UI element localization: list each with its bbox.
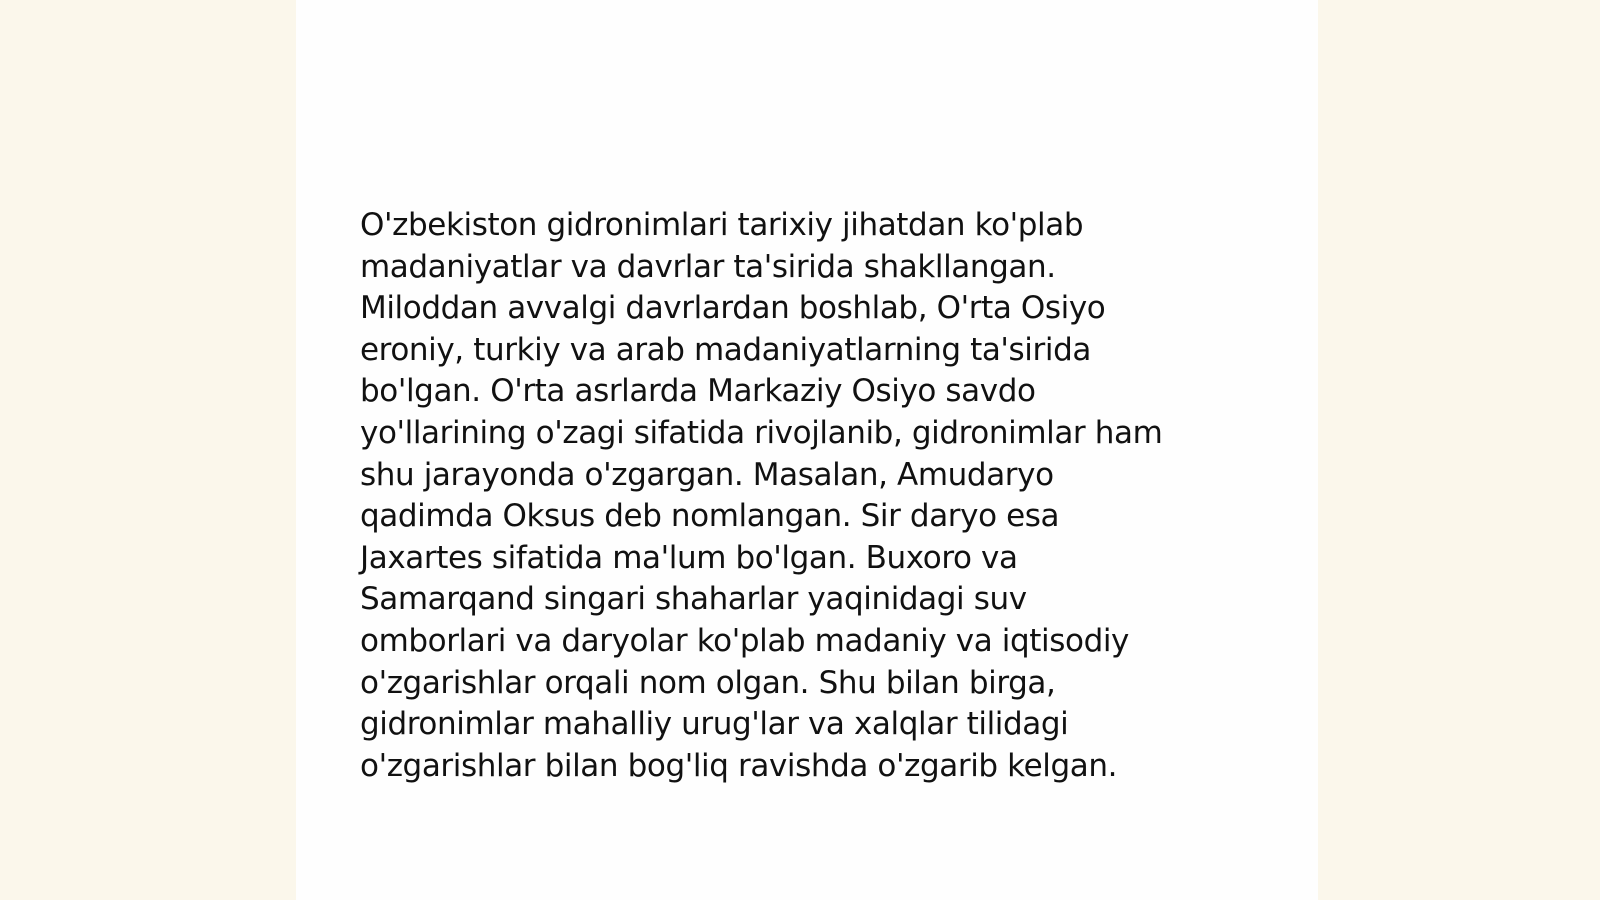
paragraph-line: madaniyatlar va davrlar ta'sirida shakllangan. bbox=[360, 248, 1056, 285]
paragraph-line: bo'lgan. O'rta asrlarda Markaziy Osiyo savdo bbox=[360, 373, 1036, 410]
body-paragraph bbox=[360, 205, 1260, 787]
paragraph-line: o'zgarishlar orqali nom olgan. Shu bilan birga, bbox=[360, 664, 1056, 701]
paragraph-line: Samarqand singari shaharlar yaqinidagi suv bbox=[360, 581, 1027, 618]
paragraph-line: o'zgarishlar bilan bog'liq ravishda o'zgarib kelgan. bbox=[360, 747, 1118, 784]
paragraph-line: gidronimlar mahalliy urug'lar va xalqlar tilidagi bbox=[360, 706, 1069, 743]
paragraph-line: yo'llarining o'zagi sifatida rivojlanib, gidronimlar ham bbox=[360, 414, 1163, 451]
paragraph-line: eroniy, turkiy va arab madaniyatlarning ta'sirida bbox=[360, 331, 1091, 368]
paragraph-line: qadimda Oksus deb nomlangan. Sir daryo esa bbox=[360, 498, 1060, 535]
paragraph-line: Jaxartes sifatida ma'lum bo'lgan. Buxoro va bbox=[360, 539, 1018, 576]
left-margin-background bbox=[0, 0, 296, 900]
right-margin-background bbox=[1318, 0, 1600, 900]
paragraph-line: Miloddan avvalgi davrlardan boshlab, O'rta Osiyo bbox=[360, 290, 1106, 327]
paragraph-line: O'zbekiston gidronimlari tarixiy jihatdan ko'plab bbox=[360, 207, 1084, 243]
paragraph-line: shu jarayonda o'zgargan. Masalan, Amudaryo bbox=[360, 456, 1054, 493]
paragraph-line: omborlari va daryolar ko'plab madaniy va iqtisodiy bbox=[360, 622, 1130, 659]
